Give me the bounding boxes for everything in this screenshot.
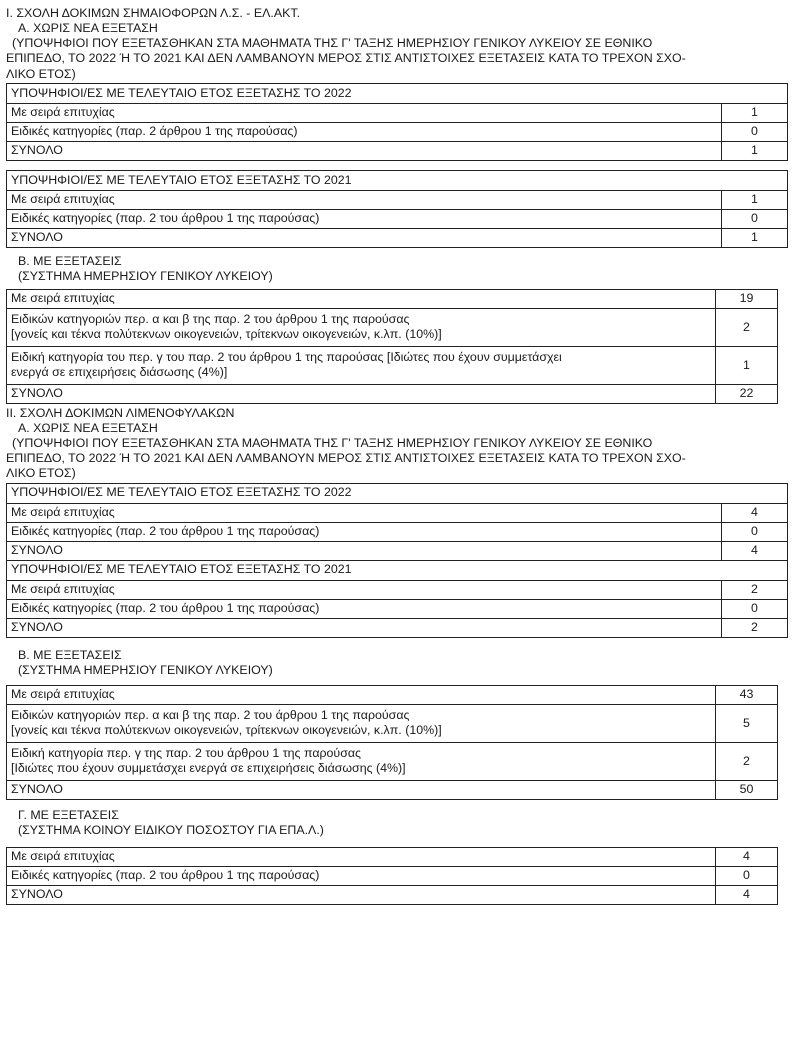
section-1-a-title: Α. ΧΩΡΙΣ ΝΕΑ ΕΞΕΤΑΣΗ [18,21,158,36]
section-2-c-subtitle: (ΣΥΣΤΗΜΑ ΚΟΙΝΟΥ ΕΙΔΙΚΟΥ ΠΟΣΟΣΤΟΥ ΓΙΑ ΕΠΑ.Λ.) [18,822,324,837]
row-label: ΣΥΝΟΛΟ [7,618,722,637]
section-2-note-line-2: ΕΠΙΠΕΔΟ, ΤΟ 2022 Ή ΤΟ 2021 ΚΑΙ ΔΕΝ ΛΑΜΒΑΝΟΥΝ ΜΕΡΟΣ ΣΤΙΣ ΑΝΤΙΣΤΟΙΧΕΣ ΕΞΕΤΑΣΕΙΣ ΚΑΤΑ ΤΟ ΤΡΕΧΟΝ ΣΧΟ- [6,451,686,466]
row-value: 2 [722,580,788,599]
row-value: 1 [716,346,778,384]
section-1-title: I. ΣΧΟΛΗ ΔΟΚΙΜΩΝ ΣΗΜΑΙΟΦΟΡΩΝ Λ.Σ. - ΕΛ.ΑΚΤ. [6,6,301,20]
table-header: ΥΠΟΨΗΦΙΟΙ/ΕΣ ΜΕ ΤΕΛΕΥΤΑΙΟ ΕΤΟΣ ΕΞΕΤΑΣΗΣ ΤΟ 2021 [7,170,788,190]
table-row [7,522,788,541]
row-value: 0 [716,867,778,886]
row-label: Με σειρά επιτυχίας [7,289,716,308]
section-1-note-line-3: ΛΙΚΟ ΕΤΟΣ) [6,66,76,81]
s1-table-2021 [6,170,788,248]
row-label [7,742,716,780]
row-label [7,308,716,346]
table-row [7,190,788,209]
row-value: 0 [722,522,788,541]
row-label: Ειδικές κατηγορίες (παρ. 2 του άρθρου 1 της παρούσας) [7,522,722,541]
row-label: Με σειρά επιτυχίας [7,503,722,522]
row-value: 2 [716,308,778,346]
table-header: ΥΠΟΨΗΦΙΟΙ/ΕΣ ΜΕ ΤΕΛΕΥΤΑΙΟ ΕΤΟΣ ΕΞΕΤΑΣΗΣ ΤΟ 2021 [7,560,788,580]
row-value: 1 [722,141,788,160]
row-value: 1 [722,190,788,209]
row-label: Ειδικές κατηγορίες (παρ. 2 του άρθρου 1 της παρούσας) [7,209,722,228]
table-row [7,848,778,867]
table-row [7,308,778,346]
table-row [7,580,788,599]
table-row-total [7,618,788,637]
row-label-line-1: Ειδική κατηγορία του περ. γ του παρ. 2 του άρθρου 1 της παρούσας [Ιδιώτες που έχουν συμμετάσχει [11,350,562,365]
row-label: Ειδικές κατηγορίες (παρ. 2 του άρθρου 1 της παρούσας) [7,599,722,618]
row-value: 0 [722,122,788,141]
table-row [7,103,788,122]
row-label: Με σειρά επιτυχίας [7,848,716,867]
section-2-title: ΙΙ. ΣΧΟΛΗ ΔΟΚΙΜΩΝ ΛΙΜΕΝΟΦΥΛΑΚΩΝ [6,405,235,420]
row-value: 2 [716,742,778,780]
section-2-b-subtitle: (ΣΥΣΤΗΜΑ ΗΜΕΡΗΣΙΟΥ ΓΕΝΙΚΟΥ ΛΥΚΕΙΟΥ) [18,662,273,677]
table-row [7,289,778,308]
row-value: 4 [722,541,788,560]
table-row [7,503,788,522]
row-value: 19 [716,289,778,308]
table-row-total [7,541,788,560]
s2-table-exams [6,685,778,800]
section-2-note-line-3: ΛΙΚΟ ΕΤΟΣ) [6,466,76,481]
table-row [7,209,788,228]
table-row [7,742,778,780]
row-label-line-2: [γονείς και τέκνα πολύτεκνων οικογενειών, τρίτεκνων οικογενειών, κ.λπ. (10%)] [11,723,442,738]
section-1-note-line-2: ΕΠΙΠΕΔΟ, ΤΟ 2022 Ή ΤΟ 2021 ΚΑΙ ΔΕΝ ΛΑΜΒΑΝΟΥΝ ΜΕΡΟΣ ΣΤΙΣ ΑΝΤΙΣΤΟΙΧΕΣ ΕΞΕΤΑΣΕΙΣ ΚΑΤΑ ΤΟ ΤΡΕΧΟΝ ΣΧΟ- [6,51,686,66]
row-value: 0 [722,209,788,228]
section-2-b-title: Β. ΜΕ ΕΞΕΤΑΣΕΙΣ [18,647,122,662]
table-header: ΥΠΟΨΗΦΙΟΙ/ΕΣ ΜΕ ΤΕΛΕΥΤΑΙΟ ΕΤΟΣ ΕΞΕΤΑΣΗΣ ΤΟ 2022 [7,483,788,503]
row-value: 5 [716,704,778,742]
row-value: 43 [716,685,778,704]
section-1-note-line-1: (ΥΠΟΨΗΦΙΟΙ ΠΟΥ ΕΞΕΤΑΣΘΗΚΑΝ ΣΤΑ ΜΑΘΗΜΑΤΑ ΤΗΣ Γ' ΤΑΞΗΣ ΗΜΕΡΗΣΙΟΥ ΓΕΝΙΚΟΥ ΛΥΚΕΙΟΥ ΣΕ ΕΘΝΙΚΟ [12,36,653,51]
row-label: ΣΥΝΟΛΟ [7,541,722,560]
table-row-total [7,384,778,403]
row-value: 4 [716,886,778,905]
s2-table-2022 [6,483,788,638]
row-label: ΣΥΝΟΛΟ [7,886,716,905]
table-row [7,685,778,704]
row-value: 1 [722,228,788,247]
row-label: Με σειρά επιτυχίας [7,103,722,122]
row-label: Με σειρά επιτυχίας [7,580,722,599]
row-label: Ειδικές κατηγορίες (παρ. 2 άρθρου 1 της παρούσας) [7,122,722,141]
s1-table-2022 [6,83,788,161]
row-label-line-1: Ειδική κατηγορία περ. γ της παρ. 2 του άρθρου 1 της παρούσας [11,746,361,761]
row-value: 0 [722,599,788,618]
section-1-b-subtitle: (ΣΥΣΤΗΜΑ ΗΜΕΡΗΣΙΟΥ ΓΕΝΙΚΟΥ ΛΥΚΕΙΟΥ) [18,268,273,283]
table-row [7,704,778,742]
row-value: 4 [716,848,778,867]
row-label: Με σειρά επιτυχίας [7,190,722,209]
row-label-line-2: [γονείς και τέκνα πολύτεκνων οικογενειών, τρίτεκνων οικογενειών, κ.λπ. (10%)] [11,327,442,342]
table-row [7,346,778,384]
table-row [7,122,788,141]
row-label [7,704,716,742]
row-value: 50 [716,780,778,799]
section-2-note-line-1: (ΥΠΟΨΗΦΙΟΙ ΠΟΥ ΕΞΕΤΑΣΘΗΚΑΝ ΣΤΑ ΜΑΘΗΜΑΤΑ ΤΗΣ Γ' ΤΑΞΗΣ ΗΜΕΡΗΣΙΟΥ ΓΕΝΙΚΟΥ ΛΥΚΕΙΟΥ ΣΕ ΕΘΝΙΚΟ [12,436,653,451]
row-label: ΣΥΝΟΛΟ [7,384,716,403]
row-value: 1 [722,103,788,122]
row-label-line-2: ενεργά σε επιχειρήσεις διάσωσης (4%)] [11,365,228,380]
row-label [7,346,716,384]
row-label: ΣΥΝΟΛΟ [7,141,722,160]
row-label: Με σειρά επιτυχίας [7,685,716,704]
row-value: 4 [722,503,788,522]
table-row [7,599,788,618]
row-value: 2 [722,618,788,637]
table-row-total [7,886,778,905]
s2-table-epal [6,847,778,905]
section-1-b-title: Β. ΜΕ ΕΞΕΤΑΣΕΙΣ [18,253,122,268]
row-value: 22 [716,384,778,403]
row-label-line-1: Ειδικών κατηγοριών περ. α και β της παρ. 2 του άρθρου 1 της παρούσας [11,312,410,327]
table-header: ΥΠΟΨΗΦΙΟΙ/ΕΣ ΜΕ ΤΕΛΕΥΤΑΙΟ ΕΤΟΣ ΕΞΕΤΑΣΗΣ ΤΟ 2022 [7,83,788,103]
table-row-total [7,780,778,799]
section-2-c-title: Γ. ΜΕ ΕΞΕΤΑΣΕΙΣ [18,807,119,822]
row-label: ΣΥΝΟΛΟ [7,780,716,799]
s1-table-exams [6,289,778,404]
row-label: Ειδικές κατηγορίες (παρ. 2 του άρθρου 1 της παρούσας) [7,867,716,886]
table-row-total [7,228,788,247]
table-row [7,867,778,886]
row-label: ΣΥΝΟΛΟ [7,228,722,247]
table-row-total [7,141,788,160]
row-label-line-1: Ειδικών κατηγοριών περ. α και β της παρ. 2 του άρθρου 1 της παρούσας [11,708,410,723]
section-2-a-title: Α. ΧΩΡΙΣ ΝΕΑ ΕΞΕΤΑΣΗ [18,421,158,435]
row-label-line-2: [Ιδιώτες που έχουν συμμετάσχει ενεργά σε επιχειρήσεις διάσωσης (4%)] [11,761,406,776]
